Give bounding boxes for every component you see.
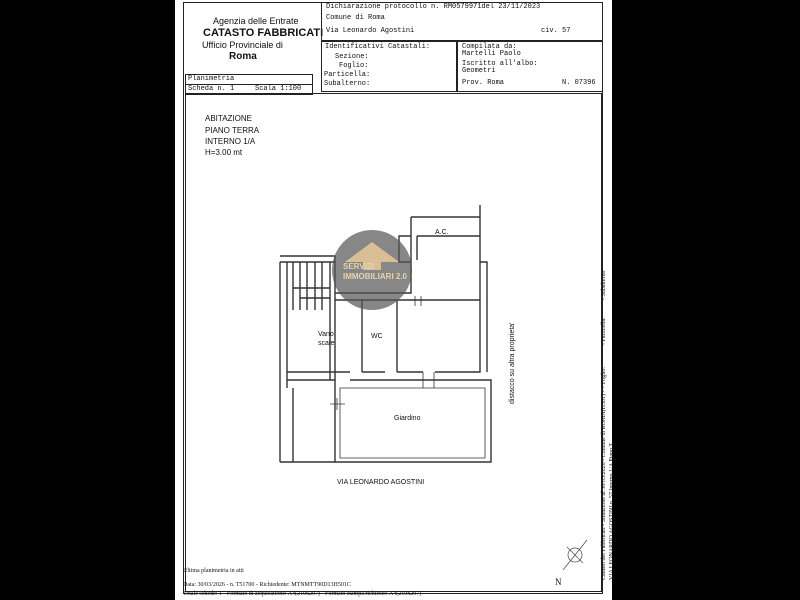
subalterno-label: Subalterno: [324, 80, 371, 88]
plan-desc-height: H=3.00 mt [205, 148, 243, 157]
via-text: Via Leonardo Agostini [326, 27, 415, 35]
civ-text: civ. 57 [541, 27, 571, 35]
comune-text: Comune di Roma [326, 14, 385, 22]
particella-label: Particella: [324, 71, 371, 79]
identificativi-label: Identificativi Catastali: [325, 43, 431, 51]
city-name: Roma [229, 51, 257, 62]
compass-rose [563, 540, 587, 570]
street-label: VIA LEONARDO AGOSTINI [337, 479, 425, 486]
numero-text: N. 07396 [562, 79, 596, 87]
sezione-label: Sezione: [335, 53, 369, 61]
side-text-catasto: Catasto dei Fabbricati - Situazione al 30/03/2026 - Comune di ROMA(H501) - < Foglio: [601, 366, 607, 580]
planimetria-label: Planimetria [188, 75, 235, 83]
compilata-name: Martelli Paolo [462, 50, 521, 58]
room-giardino-label: Giardino [394, 415, 421, 422]
footer-ultima: Ultima planimetria in atti [183, 568, 244, 574]
side-text-address: VIA LEONARDO AGOSTINI n. 57 Interno 1/A Piano T [609, 442, 615, 580]
scala-label: Scala 1:100 [255, 85, 302, 93]
dichiarazione-text: Dichiarazione protocollo n. RM0579971del 23/11/2023 [326, 3, 541, 11]
agency-name: Agenzia delle Entrate [213, 16, 299, 26]
footer-schede: Totale schede: 1 - Formato di acquisizione: A4(210x297) - Formato stampa richiesto: A4(210x297) [183, 591, 422, 597]
room-vano-label: Vano [318, 331, 334, 338]
watermark-text-servizi: SERVIZI [343, 262, 374, 271]
side-text-subalterno: - Subalterno [601, 270, 607, 300]
scheda-label: Scheda n. 1 [188, 85, 235, 93]
room-scale-label: scale [318, 340, 335, 347]
watermark-text-immobiliari: IMMOBILIARI 2.0 [343, 272, 408, 281]
room-wc-label: WC [371, 333, 383, 340]
floor-plan-drawing [175, 0, 612, 600]
plan-desc-piano: PIANO TERRA [205, 126, 260, 135]
prov-text: Prov. Roma [462, 79, 505, 87]
compilata-label: Compilata da: [462, 43, 517, 51]
iscritto-label: Iscritto all'albo: [462, 60, 538, 68]
footer-data: Data: 30/03/2026 - n. T51700 - Richiedente: MTNMTT90D13H501C [183, 582, 351, 588]
cadastral-document [175, 0, 615, 600]
room-ac-label: A.C. [435, 229, 449, 236]
iscritto-value: Geometri [462, 67, 496, 75]
distacco-label: distacco su altra proprieta' [509, 322, 516, 404]
plan-desc-interno: INTERNO 1/A [205, 137, 256, 146]
plan-desc-abitazione: ABITAZIONE [205, 114, 252, 123]
ufficio-label: Ufficio Provinciale di [202, 40, 283, 50]
foglio-label: Foglio: [339, 62, 369, 70]
catasto-title: CATASTO FABBRICATI [203, 27, 324, 39]
side-text-particella: - Particella: [601, 317, 607, 345]
north-mark: N [555, 577, 562, 587]
